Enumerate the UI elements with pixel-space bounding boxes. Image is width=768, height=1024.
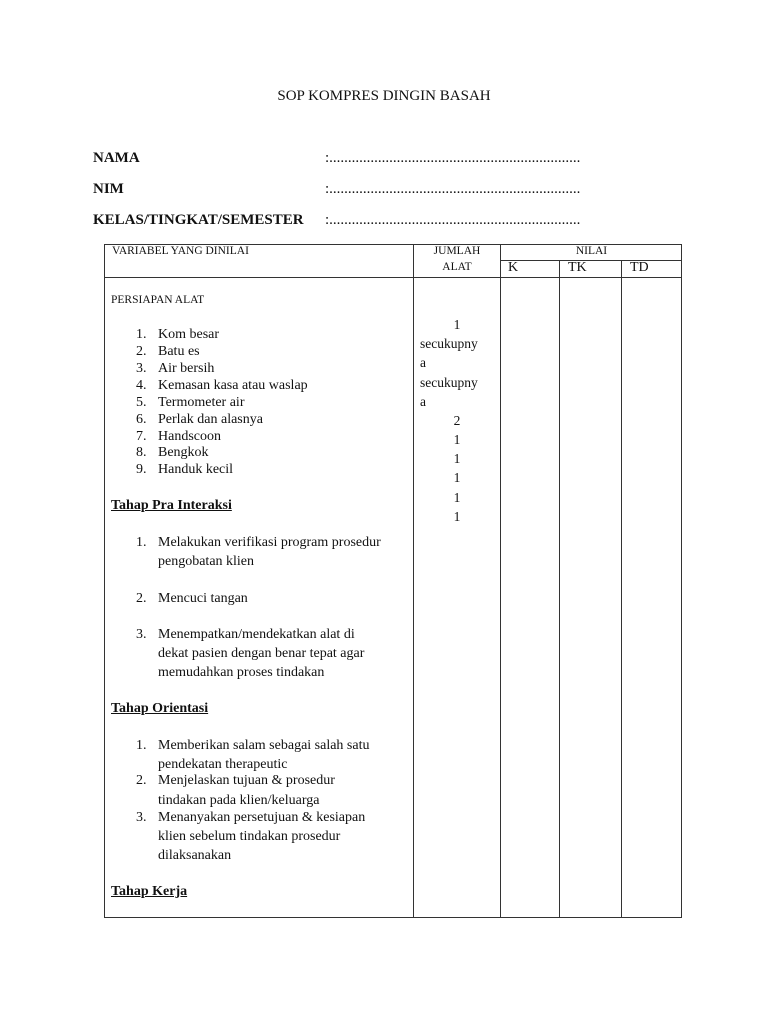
nama-label: NAMA	[93, 150, 140, 166]
item-number: 9.	[136, 462, 147, 477]
item-number: 2.	[136, 591, 147, 606]
jumlah-value: 1	[453, 451, 461, 466]
jumlah-value: 1	[453, 509, 461, 524]
item-number: 1.	[136, 535, 147, 550]
jumlah-value: a	[420, 394, 426, 409]
item-text-cont: dekat pasien dengan benar tepat agar	[158, 646, 365, 661]
item-text-cont: pendekatan therapeutic	[158, 757, 288, 772]
item-text: Batu es	[158, 344, 200, 359]
jumlah-value: a	[420, 355, 426, 370]
item-number: 2.	[136, 344, 147, 359]
item-text: Handscoon	[158, 429, 221, 444]
divider-col-variabel	[413, 244, 414, 918]
jumlah-value: 2	[453, 413, 461, 428]
item-text: Air bersih	[158, 361, 215, 376]
header-nilai: NILAI	[575, 245, 608, 257]
jumlah-value: 1	[453, 490, 461, 505]
jumlah-value: secukupny	[420, 375, 478, 390]
item-text: Menempatkan/mendekatkan alat di	[158, 627, 355, 642]
item-number: 5.	[136, 395, 147, 410]
item-number: 2.	[136, 773, 147, 788]
jumlah-value: 1	[453, 470, 461, 485]
item-number: 1.	[136, 327, 147, 342]
item-text: Kom besar	[158, 327, 220, 342]
divider-nilai-sub	[500, 260, 682, 261]
item-text-cont: klien sebelum tindakan prosedur	[158, 829, 341, 844]
kerja-heading: Tahap Kerja	[111, 884, 188, 899]
jumlah-value: 1	[453, 432, 461, 447]
divider-col-jumlah	[500, 244, 501, 918]
item-text-cont: dilaksanakan	[158, 848, 232, 863]
divider-col-tk	[621, 260, 622, 918]
item-number: 3.	[136, 810, 147, 825]
header-alat: ALAT	[442, 261, 472, 273]
nama-blank: :...................................................................	[325, 150, 581, 166]
jumlah-value: 1	[453, 317, 461, 332]
item-text: Memberikan salam sebagai salah satu	[158, 738, 370, 753]
item-number: 1.	[136, 738, 147, 753]
item-text: Termometer air	[158, 395, 245, 410]
header-jumlah: JUMLAH	[433, 245, 481, 257]
header-k: K	[508, 260, 519, 275]
orientasi-heading: Tahap Orientasi	[111, 701, 209, 716]
document-title: SOP KOMPRES DINGIN BASAH	[277, 88, 491, 104]
jumlah-value: secukupny	[420, 336, 478, 351]
item-text: Kemasan kasa atau waslap	[158, 378, 308, 393]
nim-blank: :...................................................................	[325, 181, 581, 197]
header-tk: TK	[568, 260, 587, 275]
kelas-blank: :...................................................................	[325, 212, 581, 228]
item-text: Perlak dan alasnya	[158, 412, 263, 427]
persiapan-alat-heading: PERSIAPAN ALAT	[111, 294, 205, 306]
item-number: 3.	[136, 361, 147, 376]
item-number: 7.	[136, 429, 147, 444]
divider-col-k	[559, 260, 560, 918]
item-text-cont: pengobatan klien	[158, 554, 255, 569]
divider-header	[104, 277, 682, 278]
item-number: 4.	[136, 378, 147, 393]
item-number: 8.	[136, 445, 147, 460]
item-text: Mencuci tangan	[158, 591, 248, 606]
item-text: Melakukan verifikasi program prosedur	[158, 535, 381, 550]
header-td: TD	[630, 260, 649, 275]
item-number: 3.	[136, 627, 147, 642]
item-text: Menanyakan persetujuan & kesiapan	[158, 810, 366, 825]
item-text-cont: tindakan pada klien/keluarga	[158, 793, 320, 808]
item-text: Bengkok	[158, 445, 209, 460]
item-text: Handuk kecil	[158, 462, 234, 477]
kelas-label: KELAS/TINGKAT/SEMESTER	[93, 212, 304, 228]
item-number: 6.	[136, 412, 147, 427]
item-text-cont: memudahkan proses tindakan	[158, 665, 325, 680]
item-text: Menjelaskan tujuan & prosedur	[158, 773, 335, 788]
nim-label: NIM	[93, 181, 124, 197]
pra-interaksi-heading: Tahap Pra Interaksi	[111, 498, 232, 513]
header-variabel: VARIABEL YANG DINILAI	[112, 245, 249, 257]
